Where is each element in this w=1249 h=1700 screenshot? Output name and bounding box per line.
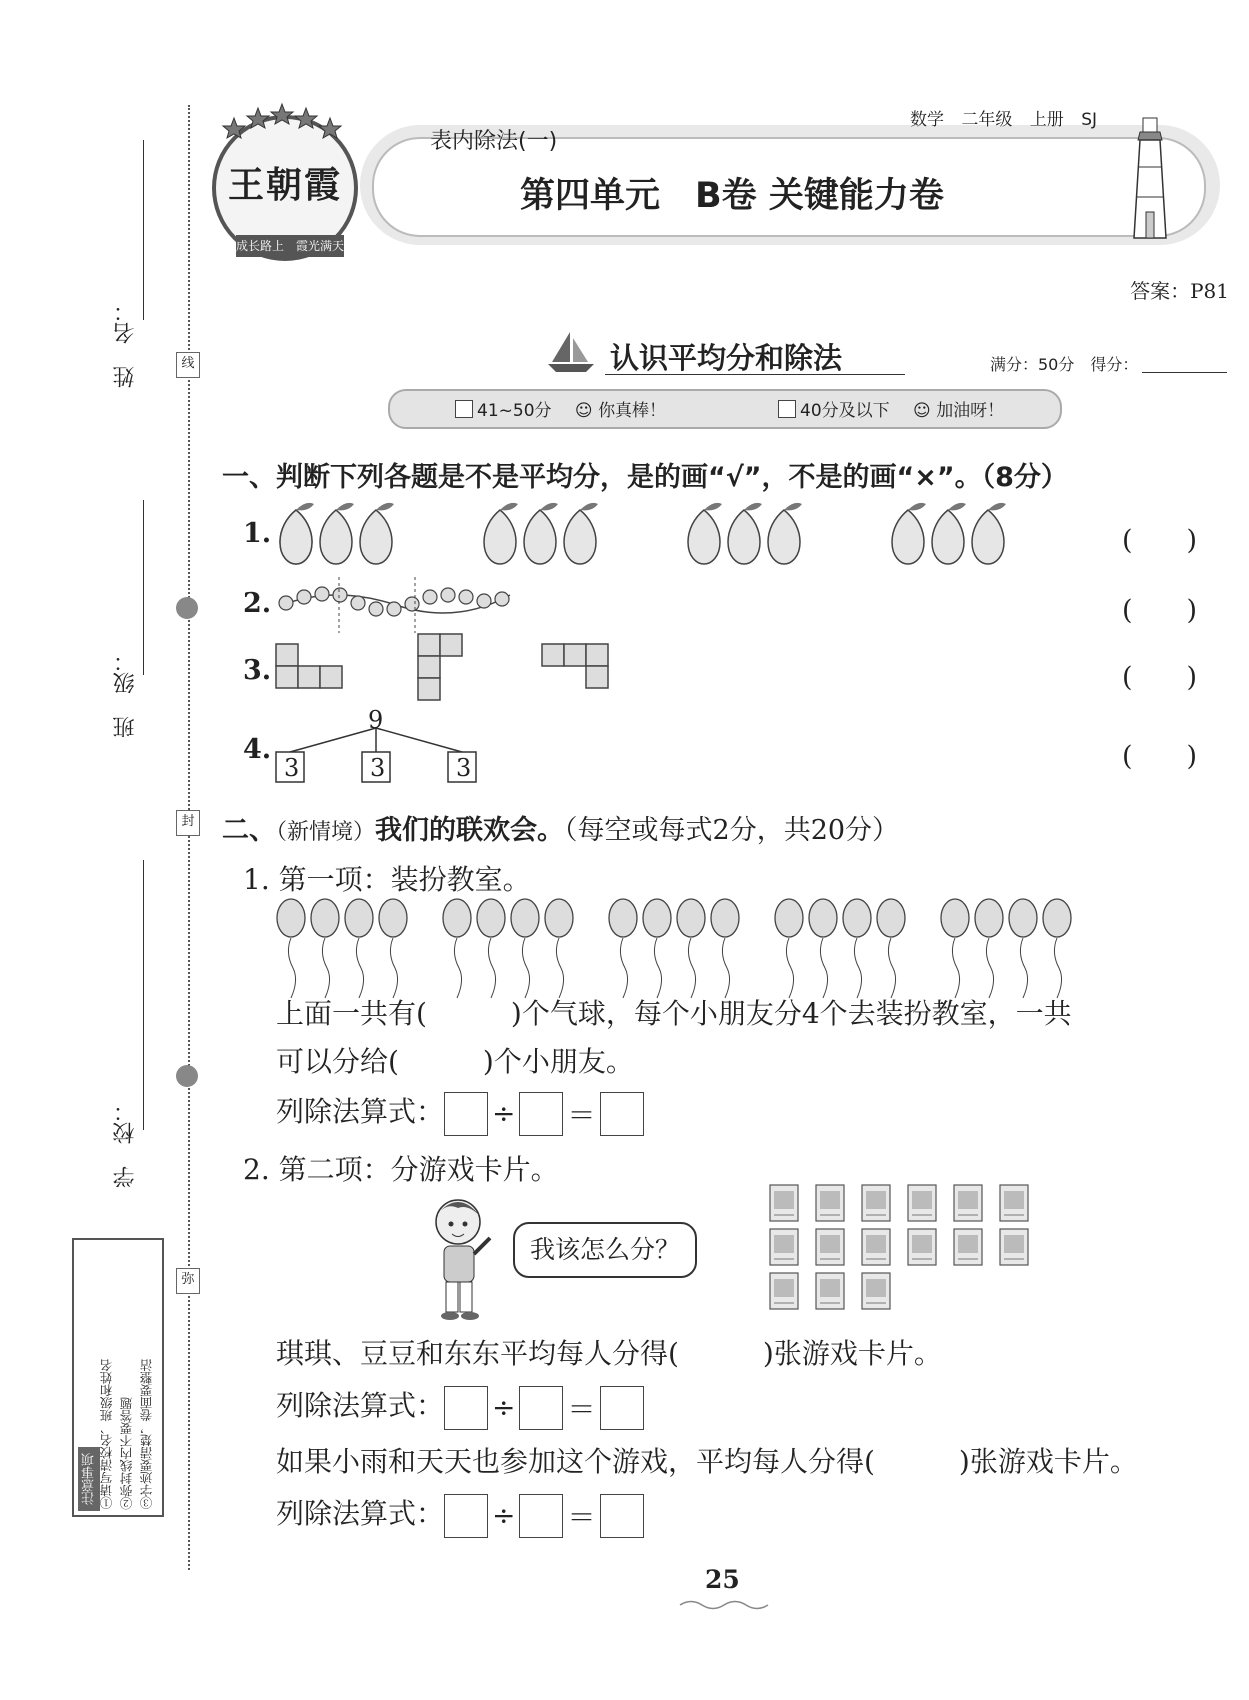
part2-prefix: 二、 (222, 815, 276, 846)
tree-top-number: 9 (368, 706, 384, 734)
tree-leaf-number: 3 (456, 754, 472, 782)
grade-low-label: 40分及以下 (800, 401, 890, 421)
answer-reference: 答案：P81 (1130, 279, 1229, 303)
seal-dot-icon (176, 597, 198, 619)
dividend-box[interactable] (444, 1386, 488, 1430)
q1-question-line2: 可以分给( )个小朋友。 (276, 1045, 634, 1078)
answer-blank[interactable]: ( ) (1122, 595, 1198, 626)
divide-sign: ÷ (492, 1391, 516, 1424)
speech-bubble: 我该怎么分？ (513, 1222, 697, 1278)
notice-item: ①请写清校名、班级和姓名 (99, 1359, 114, 1509)
name-label: 姓 名： (113, 300, 138, 388)
class-field[interactable] (143, 500, 144, 675)
boy-character-icon (424, 1192, 504, 1322)
new-scenario-tag: （新情境） (276, 820, 376, 845)
score-field[interactable] (1142, 372, 1227, 373)
q2-question-line1: 琪琪、豆豆和东东平均每人分得( )张游戏卡片。 (276, 1337, 942, 1370)
section-title: 认识平均分和除法 (610, 341, 843, 375)
cheer-icon: ☺ (913, 401, 931, 421)
item-number: 4. (243, 734, 272, 765)
divisor-box[interactable] (519, 1494, 563, 1538)
unit-subtitle: 表内除法(一) (430, 129, 558, 154)
class-label: 班 级： (113, 650, 138, 738)
name-field[interactable] (143, 140, 144, 320)
notice-title: 注意事项 (78, 1447, 100, 1511)
grade-high-checkbox[interactable] (455, 400, 473, 418)
page-title: 第四单元 B卷 关键能力卷 (520, 176, 944, 216)
beads-string-icon (276, 575, 516, 635)
game-cards-icon (770, 1185, 1040, 1310)
part1-heading: 一、判断下列各题是不是平均分，是的画“√”，不是的画“×”。（8分） (222, 462, 1068, 493)
formula-label: 列除法算式： (276, 1497, 445, 1530)
pears-group-icon (276, 500, 1056, 570)
section-underline (605, 374, 905, 375)
part2-score: （每空或每式2分，共20分） (564, 815, 900, 846)
divisor-box[interactable] (519, 1092, 563, 1136)
score-label: 满分：50分 得分： (990, 355, 1139, 374)
dividend-box[interactable] (444, 1092, 488, 1136)
answer-blank[interactable]: ( ) (1122, 525, 1198, 556)
notice-item: ③字迹要清楚，卷面要整洁 (139, 1359, 154, 1509)
formula-label: 列除法算式： (276, 1095, 445, 1128)
quotient-box[interactable] (600, 1494, 644, 1538)
seal-mark-line: 线 (176, 352, 200, 378)
answer-blank[interactable]: ( ) (1122, 741, 1198, 772)
q2-question-line2: 如果小雨和天天也参加这个游戏，平均每人分得( )张游戏卡片。 (276, 1445, 1138, 1478)
q2-formula-b (276, 1492, 644, 1538)
seal-mark-seal: 封 (176, 810, 200, 836)
logo-text: 王朝霞 (228, 164, 343, 206)
dividend-box[interactable] (444, 1494, 488, 1538)
notice-box (72, 1238, 164, 1517)
seal-dot-icon (176, 1065, 198, 1087)
quotient-box[interactable] (600, 1386, 644, 1430)
answer-blank[interactable]: ( ) (1122, 662, 1198, 693)
formula-label: 列除法算式： (276, 1389, 445, 1422)
q1-formula (276, 1090, 644, 1136)
grade-low-checkbox[interactable] (778, 400, 796, 418)
divisor-box[interactable] (519, 1386, 563, 1430)
seal-line (188, 105, 190, 1570)
wave-decoration-icon (680, 1598, 770, 1612)
divide-sign: ÷ (492, 1499, 516, 1532)
part2-heading (222, 808, 899, 847)
divide-sign: ÷ (492, 1097, 516, 1130)
notice-item: ②弥封线内不要答题 (119, 1396, 134, 1509)
square-shapes-icon (276, 634, 616, 706)
q2-formula-a (276, 1384, 644, 1430)
part2-main: 我们的联欢会。 (375, 815, 565, 846)
equals-sign: ＝ (567, 1098, 596, 1132)
logo-slogan: 成长路上 霞光满天 (236, 235, 344, 257)
equals-sign: ＝ (567, 1392, 596, 1426)
school-label: 学 校： (113, 1100, 138, 1188)
praise-high: 你真棒！ (598, 401, 667, 421)
page-number: 25 (705, 1565, 740, 1594)
item-number: 2. (243, 588, 272, 619)
q2-title: 2. 第二项：分游戏卡片。 (243, 1153, 559, 1186)
tree-leaf-number: 3 (370, 754, 386, 782)
grade-high-label: 41~50分 (477, 401, 552, 421)
grade-low (778, 396, 1004, 421)
lighthouse-icon (1128, 112, 1172, 240)
smile-icon: ☺ (574, 401, 593, 421)
sailboat-icon (548, 332, 594, 372)
item-number: 3. (243, 655, 272, 686)
equals-sign: ＝ (567, 1500, 596, 1534)
school-field[interactable] (143, 860, 144, 1130)
quotient-box[interactable] (600, 1092, 644, 1136)
q1-title: 1. 第一项：装扮教室。 (243, 863, 531, 896)
praise-low: 加油呀！ (936, 401, 1005, 421)
logo-stars-icon (212, 98, 352, 138)
seal-mark-mi: 弥 (176, 1268, 200, 1294)
subject-info: 数学 二年级 上册 SJ (910, 110, 1098, 130)
q1-question-line1: 上面一共有( )个气球，每个小朋友分4个去装扮教室，一共 (276, 997, 1072, 1030)
grade-high (455, 396, 666, 421)
item-number: 1. (243, 518, 272, 549)
tree-leaf-number: 3 (284, 754, 300, 782)
